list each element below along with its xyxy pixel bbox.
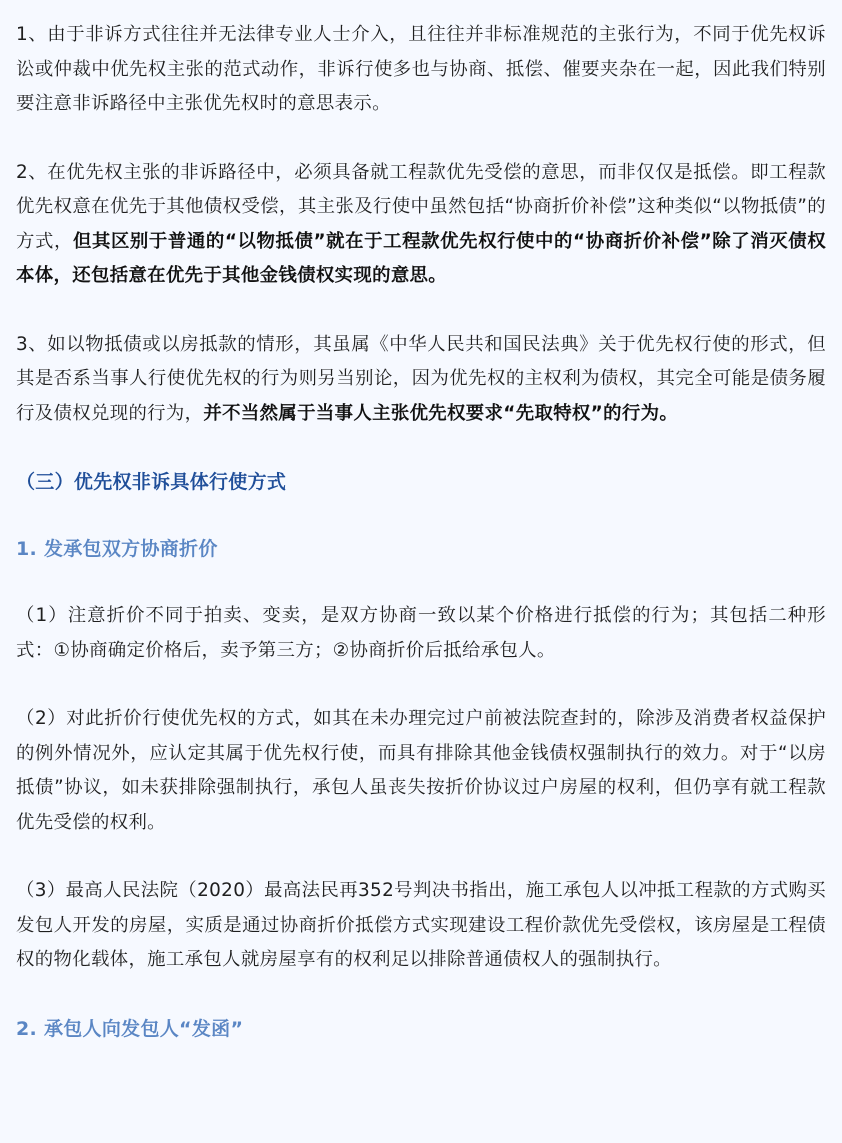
section-title: （三）优先权非诉具体行使方式 bbox=[16, 471, 287, 493]
subsection-2-title: 2. 承包人向发包人“发函” bbox=[16, 1017, 244, 1040]
paragraph-2-bold-text: 但其区别于普通的“以物抵债”就在于工程款优先权行使中的“协商折价补偿”除了消灭债权本体，还包括意在优先于其他金钱债权实现的意思。 bbox=[16, 230, 826, 286]
paragraph-3-bold-text: 并不当然属于当事人主张优先权要求“先取特权”的行为。 bbox=[203, 402, 679, 424]
subsection-1-title: 1. 发承包双方协商折价 bbox=[16, 538, 218, 560]
paragraph-2 bbox=[16, 156, 826, 294]
subsection-1-item-3: （3）最高人民法院（2020）最高法民再352号判决书指出，施工承包人以冲抵工程款的方式购买发包人开发的房屋，实质是通过协商折价抵偿方式实现建设工程价款优先受偿权，该房屋是工程债权的物化载体，施工承包人就房屋享有的权利足以排除普通债权人的强制执行。 bbox=[16, 880, 826, 970]
paragraph-1 bbox=[16, 18, 826, 122]
subsection-1-item-1: （1）注意折价不同于拍卖、变卖，是双方协商一致以某个价格进行抵偿的行为；其包括二种形式：①协商确定价格后，卖予第三方；②协商折价后抵给承包人。 bbox=[16, 605, 826, 661]
paragraph-3 bbox=[16, 328, 826, 432]
paragraph-3-text: 3、如以物抵债或以房抵款的情形，其虽属《中华人民共和国民法典》关于优先权行使的形式，但其是否系当事人行使优先权的行为则另当别论，因为优先权的主权利为债权，其完全可能是债务履行及债权兑现的行为， bbox=[16, 333, 826, 424]
paragraph-2-text: 2、在优先权主张的非诉路径中，必须具备就工程款优先受偿的意思，而非仅仅是抵偿。即工程款优先权意在优先于其他债权受偿，其主张及行使中虽然包括“协商折价补偿”这种类似“以物抵债”的方式， bbox=[16, 161, 826, 252]
subsection-1-item-2: （2）对此折价行使优先权的方式，如其在未办理完过户前被法院查封的，除涉及消费者权益保护的例外情况外，应认定其属于优先权行使，而具有排除其他金钱债权强制执行的效力。对于“以房抵债”协议，如未获排除强制执行，承包人虽丧失按折价协议过户房屋的权利，但仍享有就工程款优先受偿的权利。 bbox=[16, 708, 826, 833]
paragraph-1-text: 1、由于非诉方式往往并无法律专业人士介入，且往往并非标准规范的主张行为，不同于优先权诉讼或仲裁中优先权主张的范式动作，非诉行使多也与协商、抵偿、催要夹杂在一起，因此我们特别要注意非诉路径中主张优先权时的意思表示。 bbox=[16, 24, 826, 114]
